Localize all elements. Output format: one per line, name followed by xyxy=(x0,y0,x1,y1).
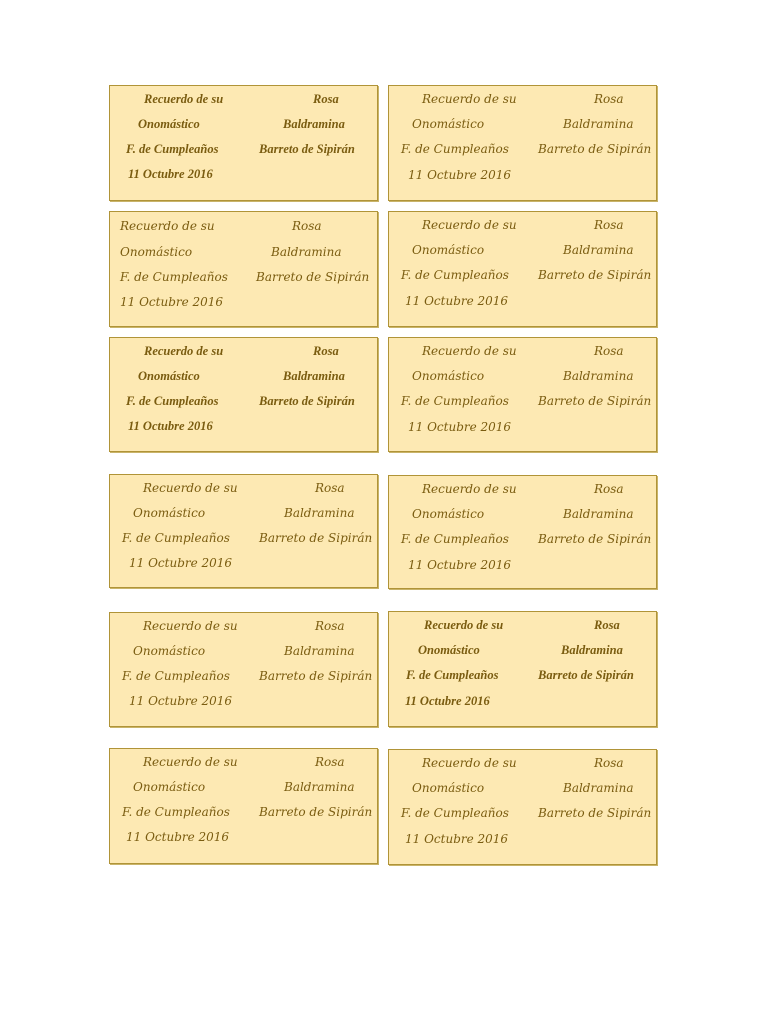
label-date: 11 Octubre 2016 xyxy=(128,167,213,181)
label-cumpleanos: F. de Cumpleaños xyxy=(126,394,219,408)
label-name-first: Rosa xyxy=(313,92,339,106)
label-name-first: Rosa xyxy=(594,218,624,232)
label-surname: Barreto de Sipirán xyxy=(538,268,652,282)
label-recuerdo: Recuerdo de su xyxy=(422,344,517,358)
label-cumpleanos: F. de Cumpleaños xyxy=(406,668,499,682)
label-name-second: Baldramina xyxy=(563,243,634,257)
label-name-second: Baldramina xyxy=(561,643,623,657)
label-name-first: Rosa xyxy=(594,482,624,496)
label-surname: Barreto de Sipirán xyxy=(538,394,652,408)
label-recuerdo: Recuerdo de su xyxy=(422,92,517,106)
label-name-first: Rosa xyxy=(594,344,624,358)
label-date: 11 Octubre 2016 xyxy=(405,832,509,846)
label-recuerdo: Recuerdo de su xyxy=(424,618,504,632)
label-surname: Barreto de Sipirán xyxy=(256,270,370,284)
label-name-second: Baldramina xyxy=(563,781,634,795)
label-onomastico: Onomástico xyxy=(133,780,206,794)
label-card xyxy=(109,211,378,327)
label-onomastico: Onomástico xyxy=(120,245,193,259)
label-name-first: Rosa xyxy=(315,755,345,769)
label-cumpleanos: F. de Cumpleaños xyxy=(401,394,509,408)
label-onomastico: Onomástico xyxy=(138,369,200,383)
label-date: 11 Octubre 2016 xyxy=(408,558,512,572)
label-recuerdo: Recuerdo de su xyxy=(422,756,517,770)
label-cumpleanos: F. de Cumpleaños xyxy=(122,805,230,819)
label-recuerdo: Recuerdo de su xyxy=(422,482,517,496)
label-name-second: Baldramina xyxy=(563,369,634,383)
label-cumpleanos: F. de Cumpleaños xyxy=(126,142,219,156)
label-cumpleanos: F. de Cumpleaños xyxy=(401,268,509,282)
label-onomastico: Onomástico xyxy=(138,117,200,131)
label-surname: Barreto de Sipirán xyxy=(538,668,634,682)
label-date: 11 Octubre 2016 xyxy=(128,419,213,433)
label-name-second: Baldramina xyxy=(563,117,634,131)
label-cumpleanos: F. de Cumpleaños xyxy=(401,532,509,546)
label-date: 11 Octubre 2016 xyxy=(126,830,230,844)
label-name-second: Baldramina xyxy=(284,780,355,794)
label-name-first: Rosa xyxy=(292,219,322,233)
label-cumpleanos: F. de Cumpleaños xyxy=(401,806,509,820)
label-card xyxy=(388,611,657,727)
label-onomastico: Onomástico xyxy=(412,781,485,795)
label-surname: Barreto de Sipirán xyxy=(538,806,652,820)
label-date: 11 Octubre 2016 xyxy=(405,694,490,708)
label-recuerdo: Recuerdo de su xyxy=(143,755,238,769)
label-card xyxy=(109,748,378,864)
label-date: 11 Octubre 2016 xyxy=(405,294,509,308)
label-date: 11 Octubre 2016 xyxy=(408,168,512,182)
label-name-second: Baldramina xyxy=(271,245,342,259)
label-surname: Barreto de Sipirán xyxy=(259,142,355,156)
label-onomastico: Onomástico xyxy=(412,507,485,521)
label-name-first: Rosa xyxy=(313,344,339,358)
label-cumpleanos: F. de Cumpleaños xyxy=(122,669,230,683)
label-surname: Barreto de Sipirán xyxy=(538,142,652,156)
label-card xyxy=(388,211,657,327)
label-name-first: Rosa xyxy=(315,619,345,633)
label-onomastico: Onomástico xyxy=(133,506,206,520)
label-cumpleanos: F. de Cumpleaños xyxy=(401,142,509,156)
label-card xyxy=(388,749,657,865)
label-name-first: Rosa xyxy=(594,618,620,632)
label-card xyxy=(109,612,378,727)
label-onomastico: Onomástico xyxy=(418,643,480,657)
label-surname: Barreto de Sipirán xyxy=(259,669,373,683)
label-surname: Barreto de Sipirán xyxy=(259,805,373,819)
label-onomastico: Onomástico xyxy=(133,644,206,658)
label-onomastico: Onomástico xyxy=(412,369,485,383)
label-name-first: Rosa xyxy=(594,756,624,770)
label-date: 11 Octubre 2016 xyxy=(408,420,512,434)
label-card xyxy=(388,85,657,201)
label-date: 11 Octubre 2016 xyxy=(120,295,224,309)
label-onomastico: Onomástico xyxy=(412,243,485,257)
label-recuerdo: Recuerdo de su xyxy=(144,344,224,358)
label-recuerdo: Recuerdo de su xyxy=(422,218,517,232)
label-card xyxy=(109,474,378,588)
label-date: 11 Octubre 2016 xyxy=(129,556,233,570)
label-card xyxy=(388,337,657,452)
label-name-second: Baldramina xyxy=(563,507,634,521)
label-date: 11 Octubre 2016 xyxy=(129,694,233,708)
label-recuerdo: Recuerdo de su xyxy=(143,619,238,633)
label-cumpleanos: F. de Cumpleaños xyxy=(120,270,228,284)
label-name-second: Baldramina xyxy=(284,644,355,658)
label-name-second: Baldramina xyxy=(284,506,355,520)
label-cumpleanos: F. de Cumpleaños xyxy=(122,531,230,545)
label-card xyxy=(109,85,378,201)
label-name-second: Baldramina xyxy=(283,117,345,131)
label-name-first: Rosa xyxy=(594,92,624,106)
label-recuerdo: Recuerdo de su xyxy=(120,219,215,233)
label-surname: Barreto de Sipirán xyxy=(538,532,652,546)
label-recuerdo: Recuerdo de su xyxy=(143,481,238,495)
label-surname: Barreto de Sipirán xyxy=(259,531,373,545)
label-name-second: Baldramina xyxy=(283,369,345,383)
label-onomastico: Onomástico xyxy=(412,117,485,131)
label-card xyxy=(109,337,378,452)
label-recuerdo: Recuerdo de su xyxy=(144,92,224,106)
label-card xyxy=(388,475,657,589)
label-name-first: Rosa xyxy=(315,481,345,495)
label-surname: Barreto de Sipirán xyxy=(259,394,355,408)
